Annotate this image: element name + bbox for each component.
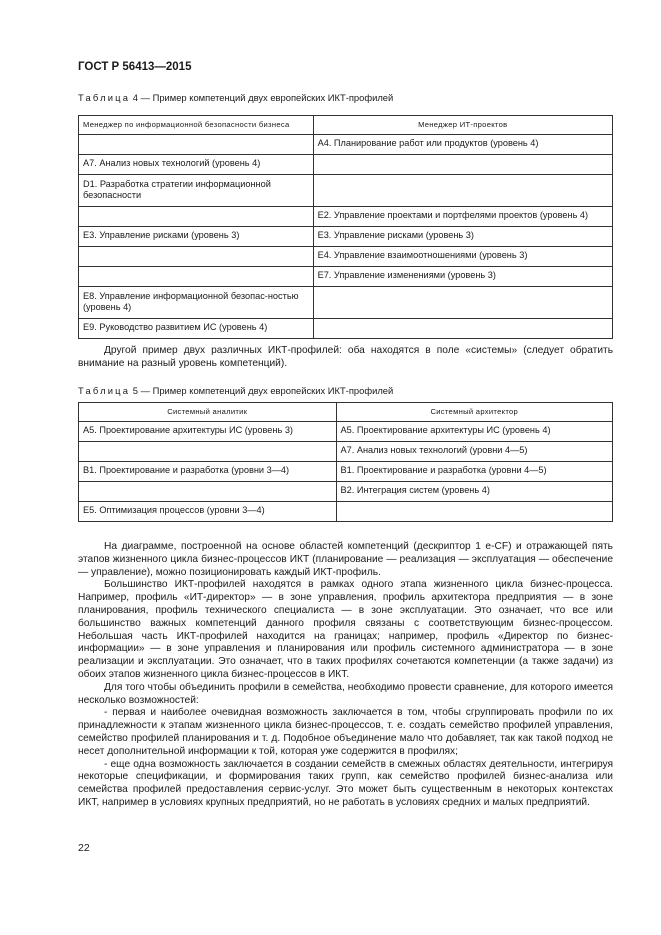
table5-header-col2: Системный архитектор <box>336 403 612 422</box>
table-cell: А4. Планирование работ или продуктов (уровень 4) <box>313 134 612 154</box>
table-row <box>79 206 613 226</box>
table-cell: А5. Проектирование архитектуры ИС (уровень 4) <box>336 421 612 441</box>
table-cell: В2. Интеграция систем (уровень 4) <box>336 481 612 501</box>
table-cell <box>79 441 337 461</box>
table5-header-col1: Системный аналитик <box>79 403 337 422</box>
table-row <box>79 226 613 246</box>
paragraph: На диаграмме, построенной на основе областей компетенций (дескриптор 1 e-CF) и отражающей пять этапов жизненного цикла бизнес-процессов ИКТ (планирование — реализация — эксплуатация — обеспечение — управление), можно позиционировать каждый ИКТ-профиль. <box>78 541 613 578</box>
table-cell <box>79 246 314 266</box>
table5-caption-text: 5 — Пример компетенций двух европейских ИКТ-профилей <box>132 385 394 396</box>
table-cell: Е3. Управление рисками (уровень 3) <box>313 226 612 246</box>
paragraph: - еще одна возможность заключается в создании семейств в смежных областях деятельности, интегрируя некоторые спецификации, и формирования таких групп, как семейство профилей бизнес-анализа или семейства профилей предоставления сервис-услуг. Это может быть существенным в некоторых контекстах ИКТ, например в условиях крупных предприятий, но не работать в условиях средних и малых предприятий. <box>78 758 613 808</box>
table-cell: Е2. Управление проектами и портфелями проектов (уровень 4) <box>313 206 612 226</box>
table-cell: А7. Анализ новых технологий (уровни 4—5) <box>336 441 612 461</box>
table4-header-col2: Менеджер ИТ-проектов <box>313 116 612 135</box>
table5 <box>78 402 613 522</box>
table-row <box>79 318 613 338</box>
table-cell: Е3. Управление рисками (уровень 3) <box>79 226 314 246</box>
table-row <box>79 154 613 174</box>
table-cell <box>313 286 612 318</box>
table4-header-col1: Менеджер по информационной безопасности бизнеса <box>79 116 314 135</box>
table-cell <box>79 266 314 286</box>
table-cell: Е9. Руководство развитием ИС (уровень 4) <box>79 318 314 338</box>
table4-caption-text: 4 — Пример компетенций двух европейских ИКТ-профилей <box>132 92 394 103</box>
table-cell <box>313 318 612 338</box>
table-cell: Е4. Управление взаимоотношениями (уровень 3) <box>313 246 612 266</box>
table-row <box>79 421 613 441</box>
table-row <box>79 174 613 206</box>
table-cell <box>313 154 612 174</box>
table5-caption-word: Таблица <box>78 385 131 396</box>
table-row <box>79 441 613 461</box>
table-cell: А5. Проектирование архитектуры ИС (уровень 3) <box>79 421 337 441</box>
table5-caption <box>78 385 393 396</box>
paragraph: Для того чтобы объединить профили в семейства, необходимо провести сравнение, для которого имеется несколько возможностей: <box>78 681 613 706</box>
paragraph: Другой пример двух различных ИКТ-профилей: оба находятся в поле «системы» (следует обратить внимание на разный уровень компетенций). <box>78 345 613 369</box>
table-cell <box>79 481 337 501</box>
table4 <box>78 115 613 339</box>
table-cell: Е8. Управление информационной безопас-ностью (уровень 4) <box>79 286 314 318</box>
table4-header-row <box>79 116 613 135</box>
table-cell: В1. Проектирование и разработка (уровни 3—4) <box>79 461 337 481</box>
table-cell <box>313 174 612 206</box>
body-text <box>78 541 613 810</box>
paragraph: - первая и наиболее очевидная возможность заключается в том, чтобы сгруппировать профили по их принадлежности к этапам жизненного цикла бизнес-процессов, т. е. создать семейство профилей управления, семейство профилей планирования и т. д. Подобное объединение мало что добавляет, так как такой подход не несет дополнительной информации к той, которая уже содержится в профилях; <box>78 707 613 757</box>
page-number: 22 <box>78 842 90 854</box>
paragraph: Большинство ИКТ-профилей находятся в рамках одного этапа жизненного цикла бизнес-процесса. Например, профиль «ИТ-директор» — в зоне управления, профиль архитектора предприятия — в зоне планирования, профиль технического специалиста — в зоне эксплуатации. Это означает, что все или большинство важных компетенций данного профиля связаны с соответствующим бизнес-процессом. Небольшая часть ИКТ-профилей находится на границах; например, профиль «Директор по бизнес-информации» — в зоне управления и планирования или профиль системного администратора — в зоне реализации и эксплуатации. Это означает, что в таких профилях сочетаются компетенции (а также задачи) из обоих этапов жизненного цикла бизнес-процессов в ИКТ. <box>78 579 613 680</box>
table-row <box>79 286 613 318</box>
table-cell <box>79 134 314 154</box>
table-row <box>79 134 613 154</box>
table-cell: Е7. Управление изменениями (уровень 3) <box>313 266 612 286</box>
table4-caption-word: Таблица <box>78 92 131 103</box>
table-row <box>79 461 613 481</box>
table-cell <box>336 501 612 521</box>
table-cell: Е5. Оптимизация процессов (уровни 3—4) <box>79 501 337 521</box>
table-cell: D1. Разработка стратегии информационной безопасности <box>79 174 314 206</box>
table-row <box>79 501 613 521</box>
between-tables-text <box>78 345 613 371</box>
table-cell: В1. Проектирование и разработка (уровни 4—5) <box>336 461 612 481</box>
document-header: ГОСТ Р 56413—2015 <box>78 61 192 73</box>
table-row <box>79 266 613 286</box>
table-row <box>79 246 613 266</box>
table-cell: А7. Анализ новых технологий (уровень 4) <box>79 154 314 174</box>
table4-caption <box>78 92 393 103</box>
table5-header-row <box>79 403 613 422</box>
table-cell <box>79 206 314 226</box>
table-row <box>79 481 613 501</box>
